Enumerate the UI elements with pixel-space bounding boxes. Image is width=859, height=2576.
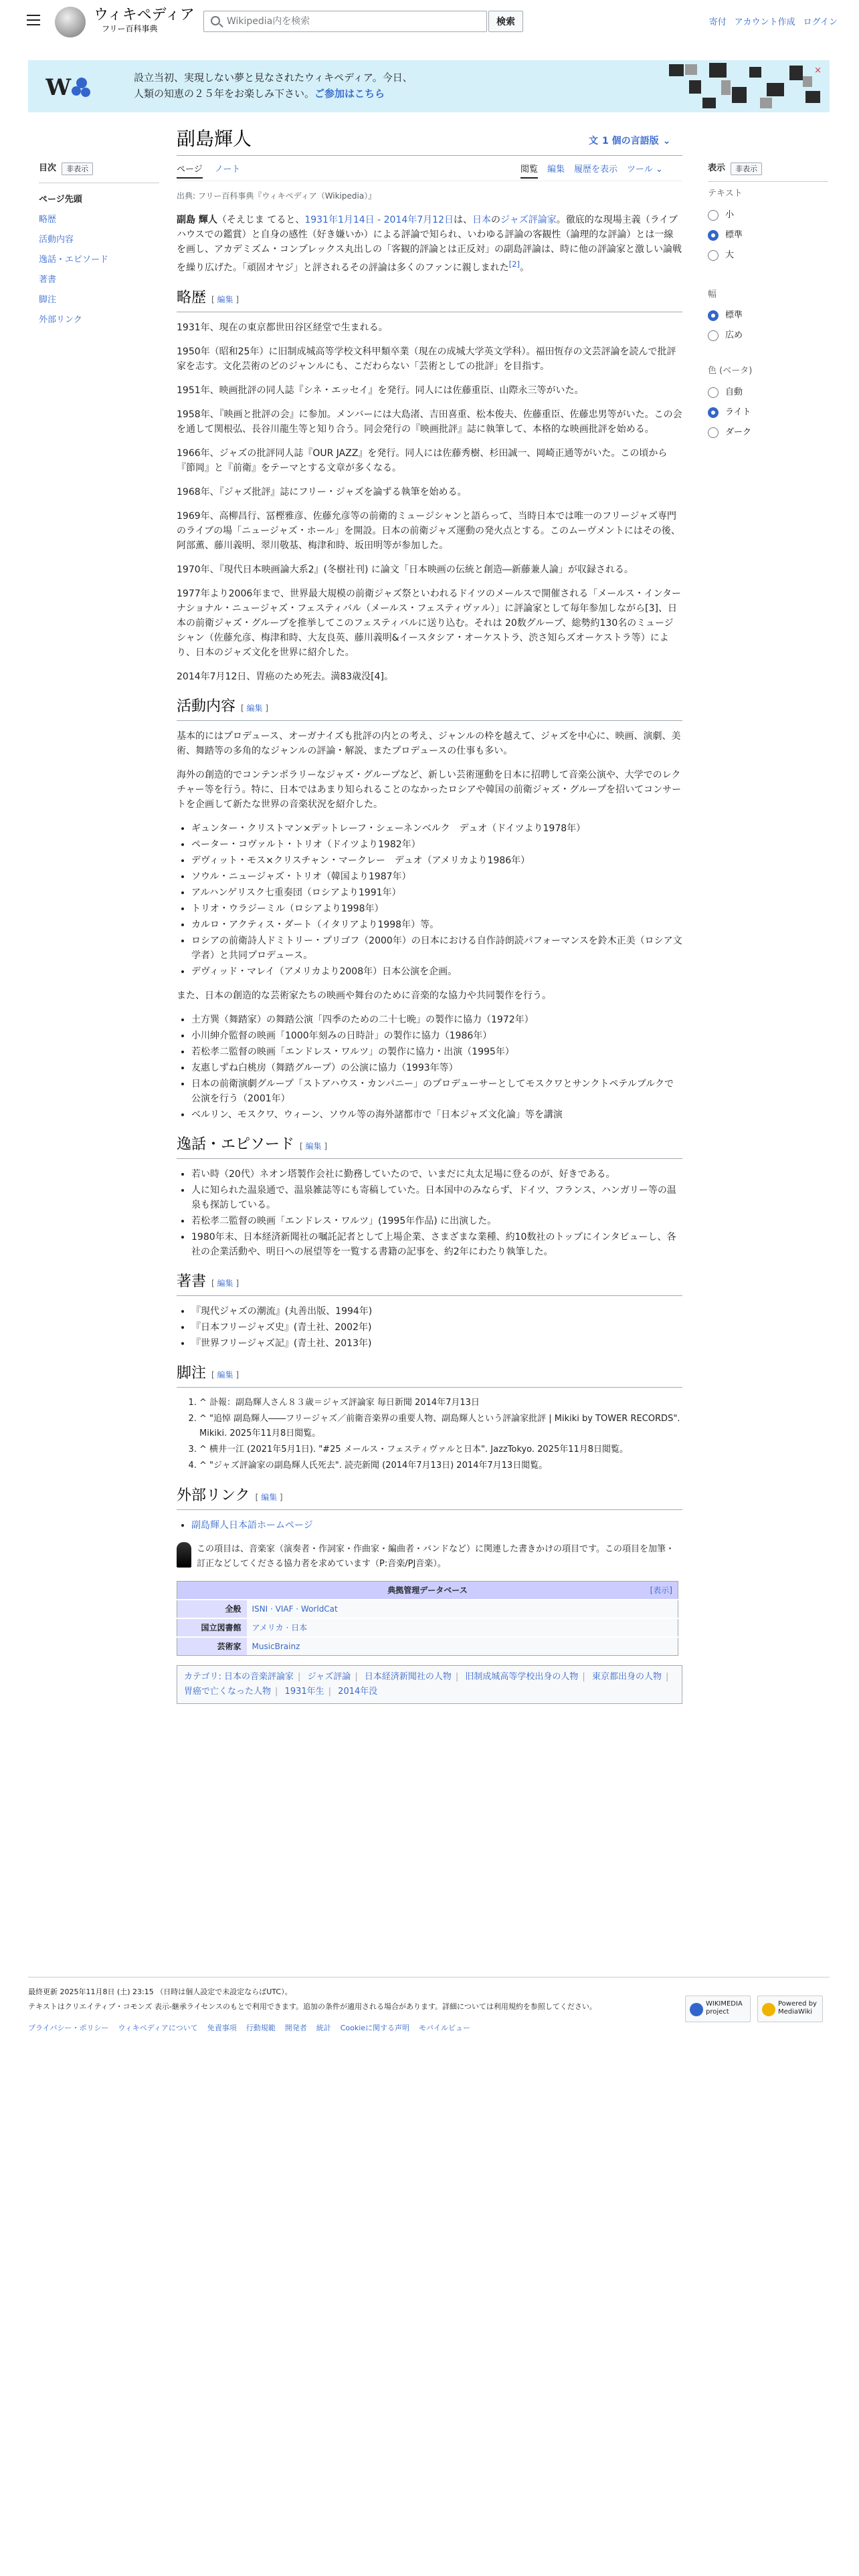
fundraising-banner bbox=[28, 60, 830, 112]
authority-value[interactable]: ISNI · VIAF · WorldCat bbox=[247, 1600, 678, 1618]
site-header bbox=[0, 0, 859, 44]
list-item: 2. ^ "追悼 副島輝人――フリージャズ／前衛音楽界の重要人物、副島輝人という評論家批評 | Mikiki by TOWER RECORDS". Mikiki. 2025年11月8日閲覧。 bbox=[199, 1412, 682, 1441]
toc-item-books[interactable]: 著書 bbox=[39, 274, 57, 285]
list-item: • カルロ・アクティス・ダート（イタリアより1998年）等。 bbox=[191, 918, 682, 932]
view-tabs bbox=[520, 163, 663, 179]
list-item: • ソウル・ニュージャズ・トリオ（韓国より1987年） bbox=[191, 869, 682, 884]
main-menu-icon[interactable] bbox=[27, 15, 40, 25]
width-standard-option[interactable]: 標準 bbox=[708, 306, 828, 326]
ref-link[interactable]: [2] bbox=[508, 259, 520, 269]
list-item: • アルハンゲリスク七重奏団（ロシアより1991年） bbox=[191, 885, 682, 900]
width-label: 幅 bbox=[708, 289, 717, 300]
list-item: • 若松孝二監督の映画「エンドレス・ワルツ」(1995年作品) に出演した。 bbox=[191, 1214, 682, 1228]
list-item: • 若い時（20代）ネオン塔製作会社に勤務していたので、いまだに丸太足場に登るのが、好きである。 bbox=[191, 1167, 682, 1182]
category-link[interactable]: 2014年没 bbox=[338, 1686, 378, 1697]
wordmark[interactable]: ウィキペディア bbox=[94, 7, 195, 23]
dates-link[interactable]: 1931年1月14日 - 2014年7月12日 bbox=[304, 215, 454, 225]
color-auto-option[interactable]: 自動 bbox=[708, 383, 828, 403]
section-bio-heading: 略歴 [ 編集 ] bbox=[177, 289, 682, 312]
category-link[interactable]: 日本の音楽評論家 bbox=[224, 1671, 294, 1682]
banner-join-link[interactable]: ご参加はこちら bbox=[314, 88, 385, 100]
external-links-list bbox=[191, 1518, 682, 1533]
categories-label[interactable]: カテゴリ: bbox=[184, 1671, 221, 1682]
category-link[interactable]: 胃癌で亡くなった人物 bbox=[184, 1686, 272, 1697]
bio-item: 1969年、高柳昌行、冨樫雅彦、佐藤允彦等の前衛的ミュージシャンと語らって、当時日本では唯一のフリージャズ専門のライブの場「ニュージャズ・ホール」を開設。日本の前衛ジャズ運動の発火点とする。このムーヴメントにはその後、阿部薫、藤川義明、翠川敬基、梅津和時、坂田明等が参加した。 bbox=[177, 510, 680, 551]
license-text: テキストはクリエイティブ・コモンズ 表示-継承ライセンスのもとで利用できます。追加の条件が適用される場合があります。詳細については利用規約を参照してください。 bbox=[28, 2002, 597, 2011]
toc-hide-button[interactable]: 非表示 bbox=[62, 163, 93, 176]
list-item: • 『現代ジャズの潮流』(丸善出版、1994年) bbox=[191, 1304, 682, 1319]
search-input[interactable] bbox=[204, 11, 486, 31]
namespace-tabs bbox=[177, 163, 240, 179]
footer-link[interactable]: 免責事項 bbox=[207, 2024, 237, 2032]
list-item: • トリオ・ウラジーミル（ロシアより1998年） bbox=[191, 901, 682, 916]
search-icon bbox=[211, 16, 220, 25]
bio-item: 1977年より2006年まで、世界最大規模の前衛ジャズ祭といわれるドイツのメールスで開催される「メールス・インターナショナル・ニュージャズ・フェスティバル（メールス・フェスティヴァル）」に評論家として毎年参加しながら[3]、日本の前衛ジャズ・グループを推挙してこのフェスティバルに送り込む。それは 20数グループ、総勢約130名のミュージシャン（佐藤允彦、梅津和時、大友良英、藤川義明&イースタシア・オーケストラ、渋さ知らズオーケストラ等）により、日本のジャズ文化を世界に紹介した。 bbox=[177, 588, 682, 658]
text-size-label: テキスト bbox=[708, 188, 743, 199]
mediawiki-badge[interactable]: Powered by MediaWiki bbox=[757, 1996, 823, 2022]
search-button[interactable]: 検索 bbox=[488, 11, 523, 32]
search-box bbox=[203, 11, 487, 32]
list-item: • ベルリン、モスクワ、ウィーン、ソウル等の海外諸都市で「日本ジャズ文化論」等を講演 bbox=[191, 1107, 682, 1122]
list-item: • 友惠しずね白桃房（舞踏グループ）の公演に協力（1993年等） bbox=[191, 1061, 682, 1075]
wikipedia-25-icon bbox=[45, 72, 92, 102]
banner-close-button[interactable]: × bbox=[814, 66, 822, 76]
list-item: • 1980年末、日本経済新聞社の嘱託記者として上場企業、さまざまな業種、約10数社のトップにインタビューし、各社の企業活動や、明日への展望等を一覧する書籍の記事を、約2年にわたり執筆した。 bbox=[191, 1230, 682, 1259]
list-item: • デヴィット・モス×クリスチャン・マークレー デュオ（アメリカより1986年） bbox=[191, 853, 682, 868]
last-updated: 最終更新 2025年11月8日 (土) 23:15 （日時は個人設定で未設定ならばUTC）。 bbox=[28, 1988, 292, 1996]
edit-notes-link[interactable]: 編集 bbox=[217, 1370, 233, 1380]
list-item: • 日本の前衛演劇グループ「ストアハウス・カンパニー」のプロデューサーとしてモスクワとサンクトペテルブルクで公演を行う（2001年） bbox=[191, 1077, 682, 1106]
intro-paragraph: 副島 輝人（そえじま てると、1931年1月14日 - 2014年7月12日は、日本のジャズ評論家。徹底的な現場主義（ライブハウスでの鑑賞）と自身の感性（好き嫌いか）による評論で知られ、いわゆる評論の客観性（論理的な評論）とは一線を画し、アカデミズム・コンプレックス丸出しの「客観的評論とは正反対」の副島評論は、時に他の評論家と激しい論戦を繰り広げた。「頑固オヤジ」と評されるその評論は多くのファンに親しまれた[2]。 bbox=[177, 215, 682, 274]
category-link[interactable]: 旧制成城高等学校出身の人物 bbox=[465, 1671, 579, 1682]
activity-paragraph: また、日本の創造的な芸術家たちの映画や舞台のために音楽的な協力や共同製作を行う。 bbox=[177, 990, 551, 1001]
list-item: • 土方巽（舞踏家）の舞踏公演「四季のための二十七晩」の製作に協力（1972年） bbox=[191, 1012, 682, 1027]
appearance-panel bbox=[708, 162, 828, 443]
footer-link[interactable]: 行動規範 bbox=[246, 2024, 276, 2032]
bio-item: 1931年、現在の東京都世田谷区経堂で生まれる。 bbox=[177, 322, 388, 333]
toc-item-activity[interactable]: 活動内容 bbox=[39, 234, 74, 245]
color-dark-option[interactable]: ダーク bbox=[708, 423, 828, 443]
category-link[interactable]: ジャズ評論 bbox=[307, 1671, 351, 1682]
tab-page[interactable]: ページ bbox=[177, 163, 203, 179]
edit-books-link[interactable]: 編集 bbox=[217, 1278, 233, 1288]
list-item: • 『日本フリージャズ史』(青土社、2002年) bbox=[191, 1320, 682, 1335]
tab-talk[interactable]: ノート bbox=[214, 165, 241, 175]
site-footer bbox=[28, 1985, 684, 2036]
article-body bbox=[177, 189, 682, 1704]
toc-item-links[interactable]: 外部リンク bbox=[39, 314, 82, 325]
tab-tools[interactable]: ツール ⌄ bbox=[627, 165, 663, 175]
title-divider bbox=[177, 155, 682, 156]
tab-history[interactable]: 履歴を表示 bbox=[574, 165, 618, 175]
category-box: カテゴリ: 日本の音楽評論家 | ジャズ評論 | 日本経済新聞社の人物 | 旧制成城高等学校出身の人物 | 東京都出身の人物 | 胃癌で亡くなった人物 | 1931年生 | 2014年没 bbox=[177, 1665, 682, 1704]
page-title: 副島輝人 bbox=[177, 128, 252, 150]
translate-icon: 文 bbox=[589, 136, 598, 146]
create-account-link[interactable]: アカウント作成 bbox=[734, 17, 795, 27]
wikipedia-logo-icon[interactable] bbox=[55, 7, 86, 37]
edit-episodes-link[interactable]: 編集 bbox=[305, 1141, 322, 1151]
japan-link[interactable]: 日本 bbox=[472, 215, 491, 225]
footer-link[interactable]: 統計 bbox=[316, 2024, 331, 2032]
list-item: 1. ^ 訃報：副島輝人さん８３歳＝ジャズ評論家 毎日新聞 2014年7月13日 bbox=[199, 1396, 682, 1410]
mediawiki-icon bbox=[762, 2003, 775, 2016]
list-item: • ペーター・コヴァルト・トリオ（ドイツより1982年） bbox=[191, 837, 682, 852]
toc-heading: 目次 bbox=[39, 163, 57, 173]
puzzle-pattern-icon bbox=[642, 60, 830, 112]
edit-links-link[interactable]: 編集 bbox=[261, 1492, 278, 1502]
color-label: 色 (ベータ) bbox=[708, 366, 753, 377]
footer-link[interactable]: ウィキペディアについて bbox=[118, 2024, 198, 2032]
footer-link[interactable]: モバイルビュー bbox=[419, 2024, 471, 2032]
list-item: • 若松孝二監督の映画「エンドレス・ワルツ」の製作に協力・出演（1995年） bbox=[191, 1045, 682, 1059]
authority-control-table: 典拠管理データベース [表示] 全般 ISNI · VIAF · WorldCat 国立図書館 アメリカ · 日本 芸術家 MusicBrainz bbox=[177, 1581, 678, 1656]
category-link[interactable]: 1931年生 bbox=[284, 1686, 324, 1697]
list-item: • 人に知られた温泉通で、温泉雑誌等にも寄稿していた。日本国中のみならず、ドイツ、フランス、ハンガリー等の温泉も探訪している。 bbox=[191, 1183, 682, 1212]
footer-logos bbox=[685, 1996, 823, 2022]
category-link[interactable]: 日本経済新聞社の人物 bbox=[364, 1671, 452, 1682]
authority-heading: 典拠管理データベース bbox=[387, 1585, 468, 1595]
activity-paragraph: 基本的にはプロデュース、オーガナイズも批評の内との考え、ジャンルの枠を越えて、ジャズを中心に、映画、演劇、美術、舞踏等の多角的なジャンルの評論・解説、またプロデュースの仕事も多い。 bbox=[177, 730, 681, 756]
activity-paragraph: 海外の創造的でコンテンポラリーなジャズ・グループなど、新しい芸術運動を日本に招聘して音楽公演や、大学でのレクチャー等を行う。特に、日本ではあまり知られることのなかったロシアや韓国の前衛ジャズ・グループを招いてコンサートを企画して新たな世界の音楽状況を紹介した。 bbox=[177, 769, 682, 810]
toc-item-top[interactable]: ページ先頭 bbox=[39, 194, 82, 205]
tagline: フリー百科事典 bbox=[102, 24, 158, 33]
banner-text: 設立当初、実現しない夢と見なされたウィキペディア。今日、 人類の知恵の２５年をお楽しみ下さい。ご参加はこちら bbox=[134, 72, 413, 100]
edit-activity-link[interactable]: 編集 bbox=[246, 703, 263, 713]
login-link[interactable]: ログイン bbox=[803, 17, 838, 27]
authority-show-button[interactable]: [表示] bbox=[650, 1585, 672, 1595]
invitations-list bbox=[191, 821, 682, 979]
musician-icon bbox=[177, 1542, 191, 1568]
section-links-heading: 外部リンク [ 編集 ] bbox=[177, 1487, 682, 1510]
list-item: • ロシアの前衛詩人ドミトリー・プリゴフ（2000年）の日本における自作詩朗読パフォーマンスを鈴木正美（ロシア文学者）と共同プロデュース。 bbox=[191, 934, 682, 963]
stub-notice: この項目は、音楽家（演奏者・作詞家・作曲家・編曲者・バンドなど）に関連した書きかけの項目です。この項目を加筆・訂正などしてくださる協力者を求めています（P:音楽/PJ音楽）。 bbox=[177, 1542, 682, 1572]
bio-item: 1950年（昭和25年）に旧制成城高等学校文科甲類卒業（現在の成城大学英文学科）。福田恆存の文芸評論を読んで批評家を志す。文化芸術のどのジャンルにも、こだわらない「芸術としての批評」を目指す。 bbox=[177, 346, 676, 372]
list-item: • 小川紳介監督の映画「1000年刻みの日時計」の製作に協力（1986年） bbox=[191, 1029, 682, 1043]
chevron-down-icon: ⌄ bbox=[662, 136, 671, 146]
list-item: • 『世界フリージャズ記』(青土社、2013年) bbox=[191, 1336, 682, 1351]
svg-text:W: W bbox=[45, 74, 72, 101]
table-of-contents bbox=[39, 162, 159, 330]
list-item: 3. ^ 横井一江 (2021年5月1日). "#25 メールス・フェスティヴァルと日本". JazzTokyo. 2025年11月8日閲覧。 bbox=[199, 1442, 682, 1457]
tab-read[interactable]: 閲覧 bbox=[520, 163, 538, 179]
bio-item: 1970年、『現代日本映画論大系2』(冬樹社刊) に論文「日本映画の伝統と創造―新藤兼人論」が収録される。 bbox=[177, 564, 634, 575]
bio-item: 1966年、ジャズの批評同人誌『OUR JAZZ』を発行。同人には佐藤秀樹、杉田誠一、岡崎正通等がいた。この頃から『節岡』と『前衛』をテーマとする文章が多くなる。 bbox=[177, 447, 668, 473]
bio-item: 1968年、『ジャズ批評』誌にフリー・ジャズを論ずる執筆を始める。 bbox=[177, 486, 467, 498]
category-link[interactable]: 東京都出身の人物 bbox=[591, 1671, 662, 1682]
source-note: 出典: フリー百科事典『ウィキペディア（Wikipedia）』 bbox=[177, 191, 377, 201]
list-item: • デヴィッド・マレイ（アメリカより2008年）日本公演を企画。 bbox=[191, 964, 682, 979]
bio-item: 2014年7月12日、胃癌のため死去。満83歳没[4]。 bbox=[177, 671, 393, 682]
language-button[interactable]: 文 1 個の言語版 ⌄ bbox=[589, 134, 670, 148]
wikimedia-badge[interactable]: WIKIMEDIA project bbox=[685, 1996, 751, 2022]
width-wide-option[interactable]: 広め bbox=[708, 326, 828, 346]
footer-link[interactable]: 開発者 bbox=[284, 2024, 307, 2032]
footer-link[interactable]: Cookieに関する声明 bbox=[340, 2024, 410, 2032]
collaborations-list bbox=[191, 1012, 682, 1122]
episodes-list bbox=[191, 1167, 682, 1259]
section-activity-heading: 活動内容 [ 編集 ] bbox=[177, 697, 682, 721]
authority-value[interactable]: アメリカ · 日本 bbox=[247, 1618, 678, 1637]
personal-tools bbox=[709, 16, 838, 30]
edit-bio-link[interactable]: 編集 bbox=[217, 294, 233, 304]
appearance-heading: 表示 bbox=[708, 163, 726, 173]
section-books-heading: 著書 [ 編集 ] bbox=[177, 1273, 682, 1296]
color-light-option[interactable]: ライト bbox=[708, 403, 828, 423]
references-list bbox=[199, 1396, 682, 1473]
homepage-link[interactable]: 副島輝人日本語ホームページ bbox=[191, 1519, 313, 1531]
text-large-option[interactable]: 大 bbox=[708, 245, 828, 265]
footer-link[interactable]: プライバシー・ポリシー bbox=[28, 2024, 109, 2032]
authority-value[interactable]: MusicBrainz bbox=[247, 1637, 678, 1656]
bio-item: 1958年、『映画と批評の会』に参加。メンバーには大島渚、吉田喜重、松本俊夫、佐藤重臣、佐藤忠男等がいた。この会を通して関根弘、長谷川龍生等と知り合う。同会発行の『映画批評』誌に執筆して、本格的な映画批評を始める。 bbox=[177, 409, 682, 435]
section-episodes-heading: 逸話・エピソード [ 編集 ] bbox=[177, 1136, 682, 1159]
appearance-hide-button[interactable]: 非表示 bbox=[731, 163, 762, 176]
tab-edit[interactable]: 編集 bbox=[547, 165, 565, 175]
section-notes-heading: 脚注 [ 編集 ] bbox=[177, 1364, 682, 1388]
toc-item-notes[interactable]: 脚注 bbox=[39, 294, 57, 305]
text-standard-option[interactable]: 標準 bbox=[708, 225, 828, 245]
jazz-critic-link[interactable]: ジャズ評論家 bbox=[500, 215, 557, 225]
list-item: • ギュンター・クリストマン×デットレーフ・シェーネンベルク デュオ（ドイツより1978年） bbox=[191, 821, 682, 836]
wikimedia-icon bbox=[690, 2003, 703, 2016]
text-small-option[interactable]: 小 bbox=[708, 205, 828, 225]
books-list bbox=[191, 1304, 682, 1351]
list-item bbox=[191, 1518, 682, 1533]
donate-link[interactable]: 寄付 bbox=[708, 17, 727, 27]
list-item: 4. ^ "ジャズ評論家の副島輝人氏死去". 読売新聞 (2014年7月13日) 2014年7月13日閲覧。 bbox=[199, 1459, 682, 1473]
toc-item-bio[interactable]: 略歴 bbox=[39, 214, 57, 225]
bio-item: 1951年、映画批評の同人誌『シネ・エッセイ』を発行。同人には佐藤重臣、山際永三等がいた。 bbox=[177, 385, 584, 396]
toc-item-episodes[interactable]: 逸話・エピソード bbox=[39, 254, 109, 265]
